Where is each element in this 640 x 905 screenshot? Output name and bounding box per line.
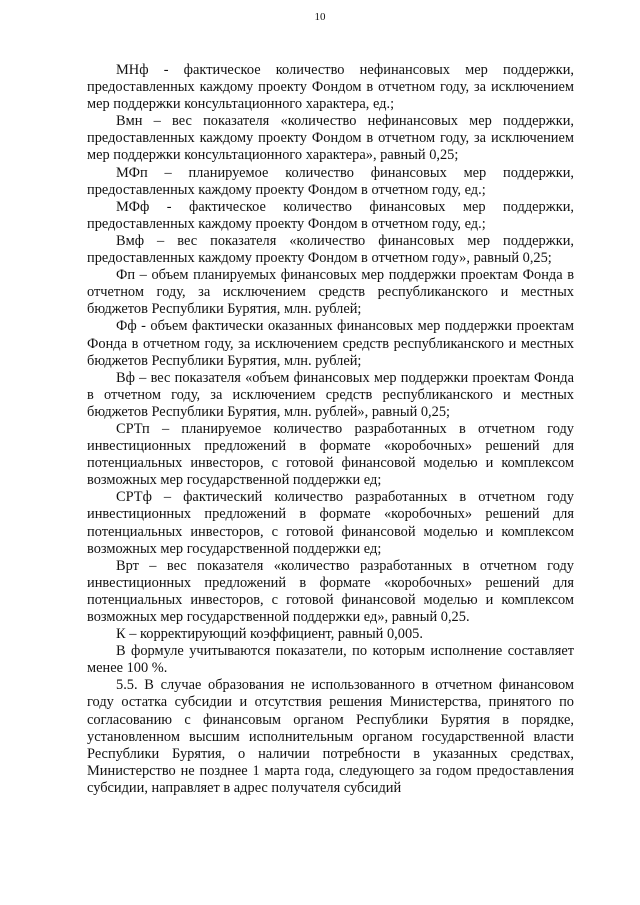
paragraph-mnf: МНф - фактическое количество нефинансовых мер поддержки, предоставленных каждому проекту Фондом в отчетном году, за исключением мер поддержки консультационного характера, ед.; <box>87 62 574 113</box>
document-body <box>87 62 574 797</box>
paragraph-mfp: МФп – планируемое количество финансовых мер поддержки, предоставленных каждому проекту Фондом в отчетном году, ед.; <box>87 164 574 198</box>
page-number: 10 <box>314 11 326 23</box>
paragraph-k: К – корректирующий коэффициент, равный 0,005. <box>116 626 423 643</box>
paragraph-ff: Фф - объем фактически оказанных финансовых мер поддержки проектам Фонда в отчетном году, за исключением средств республиканского и местных бюджетов Республики Бурятия, млн. рублей; <box>87 318 574 369</box>
paragraph-vf: Вф – вес показателя «объем финансовых мер поддержки проектам Фонда в отчетном году, за исключением средств республиканского и местных бюджетов Республики Бурятия, млн. рублей», равный 0,25; <box>87 369 574 420</box>
paragraph-srtf: СРТф – фактический количество разработанных в отчетном году инвестиционных предложений в формате «коробочных» решений для потенциальных инвесторов, с готовой финансовой моделью и комплексом возможных мер государственной поддержки ед; <box>87 489 574 557</box>
paragraph-vrt: Врт – вес показателя «количество разработанных в отчетном году инвестиционных предложений в формате «коробочных» решений для потенциальных инвесторов, с готовой финансовой моделью и комплексом возможных мер государственной поддержки ед», равный 0,25. <box>87 557 574 625</box>
paragraph-fp: Фп – объем планируемых финансовых мер поддержки проектам Фонда в отчетном году, за исключением средств республиканского и местных бюджетов Республики Бурятия, млн. рублей; <box>87 267 574 318</box>
paragraph-vmf: Вмф – вес показателя «количество финансовых мер поддержки, предоставленных каждому проекту Фондом в отчетном году», равный 0,25; <box>87 232 574 267</box>
paragraph-vmn: Вмн – вес показателя «количество нефинансовых мер поддержки, предоставленных каждому проекту Фондом в отчетном году, за исключением мер поддержки консультационного характера», равный 0,25; <box>87 113 574 164</box>
paragraph-section-5-5: 5.5. В случае образования не использованного в отчетном финансовом году остатка субсидии и отсутствия решения Министерства, принятого по согласованию с финансовым органом Республики Бурятия в порядке, установленном высшим исполнительным органом государственной власти Республики Бурятия, о наличии потребности в указанных средствах, Министерство не позднее 1 марта года, следующего за годом предоставления субсидии, направляет в адрес получателя субсидий <box>87 677 574 796</box>
paragraph-mff: МФф - фактическое количество финансовых мер поддержки, предоставленных каждому проекту Фондом в отчетном году, ед.; <box>87 198 574 232</box>
paragraph-srtp: СРТп – планируемое количество разработанных в отчетном году инвестиционных предложений в формате «коробочных» решений для потенциальных инвесторов, с готовой финансовой моделью и комплексом возможных мер государственной поддержки ед; <box>87 420 574 489</box>
paragraph-formula-note: В формуле учитываются показатели, по которым исполнение составляет менее 100 %. <box>87 643 574 677</box>
